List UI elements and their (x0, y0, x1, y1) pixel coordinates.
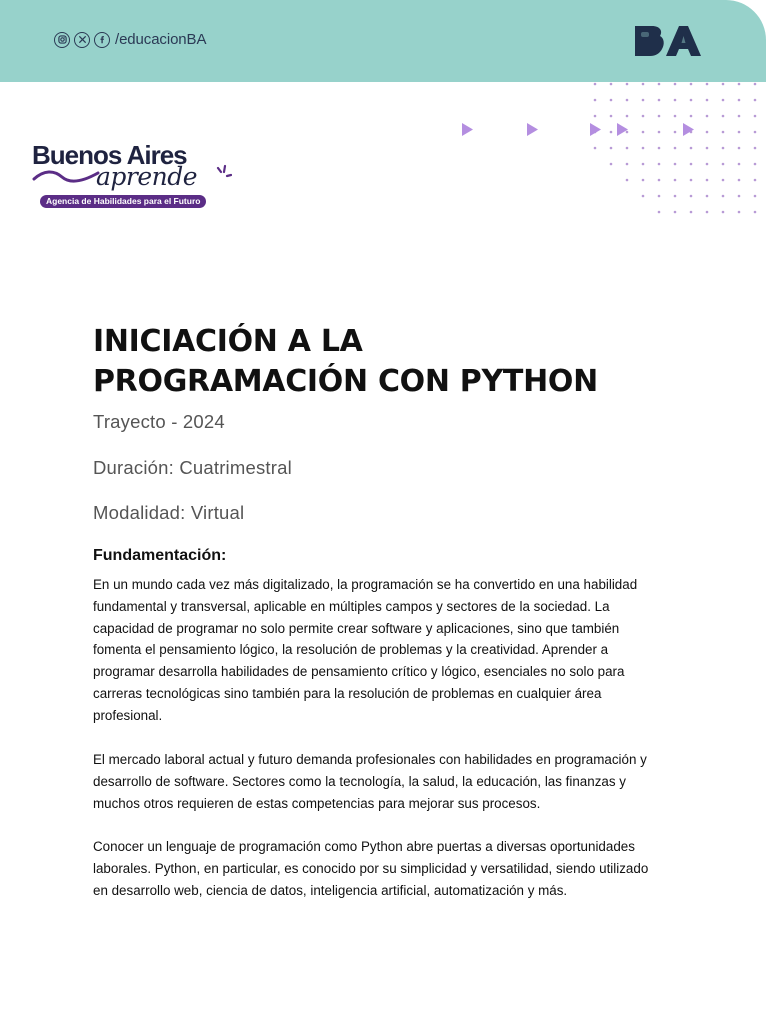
decor-dot (626, 179, 629, 182)
decor-dot (610, 131, 613, 134)
text-line: profesional. (93, 707, 163, 723)
title-line: INICIACIÓN A LA (93, 324, 363, 359)
decor-dot (690, 195, 693, 198)
decor-dot (690, 147, 693, 150)
decor-dot (722, 211, 725, 214)
decor-dot (594, 99, 597, 102)
decor-dot (674, 147, 677, 150)
decor-dot (674, 211, 677, 214)
decor-dot (706, 115, 709, 118)
social-handle[interactable]: /educacionBA (115, 31, 207, 48)
text-line: El mercado laboral actual y futuro demanda profesionales con habilidades en programación y (93, 752, 647, 767)
decor-dot (642, 115, 645, 118)
title-line: PROGRAMACIÓN CON PYTHON (93, 364, 598, 399)
decor-dot (754, 147, 757, 150)
decor-dot (610, 163, 613, 166)
decor-dot (754, 131, 757, 134)
decor-dot (706, 163, 709, 166)
decor-dot (610, 99, 613, 102)
decor-dot (642, 131, 645, 134)
decor-dot (674, 163, 677, 166)
course-duration: Duración: Cuatrimestral (93, 457, 292, 478)
decor-dot (754, 163, 757, 166)
course-trayecto: Trayecto - 2024 (93, 411, 225, 432)
decor-dot (658, 179, 661, 182)
decor-dot (722, 195, 725, 198)
decor-dot (690, 131, 693, 134)
decor-dot (738, 179, 741, 182)
decor-dot (722, 147, 725, 150)
text-line: fomenta el pensamiento lógico, la resolución de problemas y la creatividad. Aprender a (93, 642, 609, 658)
text-line: En un mundo cada vez más digitalizado, la programación se ha convertido en una habilidad (93, 577, 638, 592)
x-icon[interactable] (74, 32, 90, 48)
decor-dot (706, 211, 709, 214)
decor-arrow-icon (462, 123, 473, 136)
decor-dot (754, 195, 757, 198)
decor-dot (626, 163, 629, 166)
text-line: Conocer un lenguaje de programación como Python abre puertas a diversas oportunidades (93, 839, 635, 854)
logo-line2: aprende (96, 162, 198, 191)
decor-dot (690, 83, 693, 86)
decor-dot (594, 115, 597, 118)
text-line: muchos otros requieren de estas competencias para mejorar sus procesos. (93, 795, 541, 811)
decor-dot (706, 99, 709, 102)
decor-dot (738, 115, 741, 118)
decor-dot (754, 99, 757, 102)
decor-dot (722, 115, 725, 118)
decor-dot (642, 147, 645, 150)
logo-sparkle-icon (214, 164, 232, 182)
decor-dot (722, 99, 725, 102)
decor-dot (642, 163, 645, 166)
decor-dot (658, 147, 661, 150)
decor-arrow-icon (590, 123, 601, 136)
buenos-aires-aprende-logo (32, 140, 242, 212)
decor-dot (722, 83, 725, 86)
decor-dot (674, 115, 677, 118)
decor-dot (674, 83, 677, 86)
decor-dot (754, 83, 757, 86)
page-title (93, 322, 598, 402)
decor-dot (706, 179, 709, 182)
logo-swoosh-icon (32, 168, 102, 186)
decor-dot (610, 83, 613, 86)
facebook-icon[interactable] (94, 32, 110, 48)
decor-dot (738, 99, 741, 102)
decor-dot (594, 147, 597, 150)
text-line: capacidad de programar no solo permite crear software y aplicaciones, sino que también (93, 620, 620, 636)
text-line: laborales. Python, en particular, es conocido por su simplicidad y versatilidad, siendo utilizado (93, 860, 649, 876)
decor-dot (674, 179, 677, 182)
decor-dot (690, 115, 693, 118)
instagram-icon[interactable] (54, 32, 70, 48)
decor-dot (738, 83, 741, 86)
social-links (54, 31, 206, 48)
paragraph-3 (93, 836, 693, 901)
ba-logo (632, 22, 702, 60)
decor-dot (674, 131, 677, 134)
text-line: carreras tecnológicas sino también para la resolución de problemas en cualquier área (93, 685, 602, 701)
logo-tagline: Agencia de Habilidades para el Futuro (40, 195, 206, 208)
decor-dot (690, 163, 693, 166)
decor-dot (690, 99, 693, 102)
decor-dot (722, 163, 725, 166)
decor-dot (754, 211, 757, 214)
decor-dot (738, 163, 741, 166)
paragraph-2 (93, 749, 693, 814)
decor-dot (642, 179, 645, 182)
decor-dot (658, 131, 661, 134)
decor-dot (738, 195, 741, 198)
decor-dot (626, 83, 629, 86)
decor-dot (658, 99, 661, 102)
decor-dot (674, 99, 677, 102)
decor-dot (626, 99, 629, 102)
decor-dot (658, 211, 661, 214)
decor-dot (626, 115, 629, 118)
decor-dot (658, 115, 661, 118)
decor-dot (658, 83, 661, 86)
decor-dot (642, 195, 645, 198)
text-line: programar desarrolla habilidades de pensamiento crítico y lógico, esenciales no solo para (93, 664, 625, 680)
text-line: fundamental y transversal, aplicable en múltiples campos y sectores de la sociedad. La (93, 598, 610, 614)
decor-dot (706, 131, 709, 134)
course-modality: Modalidad: Virtual (93, 502, 245, 523)
decor-dot (674, 195, 677, 198)
decor-dot (610, 147, 613, 150)
text-line: en desarrollo web, ciencia de datos, inteligencia artificial, automatización y más. (93, 882, 568, 898)
decor-dot (754, 115, 757, 118)
decor-dot (594, 131, 597, 134)
text-line: desarrollo de software. Sectores como la tecnología, la salud, la educación, las finanzas y (93, 773, 626, 789)
decor-dot (754, 179, 757, 182)
decor-dot (690, 179, 693, 182)
decor-dot (642, 99, 645, 102)
section-heading: Fundamentación: (93, 547, 227, 564)
header-bar (0, 0, 766, 82)
decor-dot (706, 147, 709, 150)
decor-dot (706, 83, 709, 86)
decor-dot (642, 83, 645, 86)
decor-arrow-icon (527, 123, 538, 136)
decor-dot (690, 211, 693, 214)
decor-dot (738, 211, 741, 214)
decor-dot (594, 83, 597, 86)
decor-dot (610, 115, 613, 118)
decor-dot (626, 131, 629, 134)
decor-dot (658, 163, 661, 166)
logo-line1: Buenos Aires (32, 140, 187, 170)
decor-arrow-icon (617, 123, 628, 136)
decor-arrow-icon (683, 123, 694, 136)
paragraph-1 (93, 574, 693, 727)
decor-dot (738, 131, 741, 134)
decor-dot (722, 179, 725, 182)
decor-dot (706, 195, 709, 198)
decor-dot (722, 131, 725, 134)
decor-dot (658, 195, 661, 198)
decor-dot (626, 147, 629, 150)
decor-dot (738, 147, 741, 150)
